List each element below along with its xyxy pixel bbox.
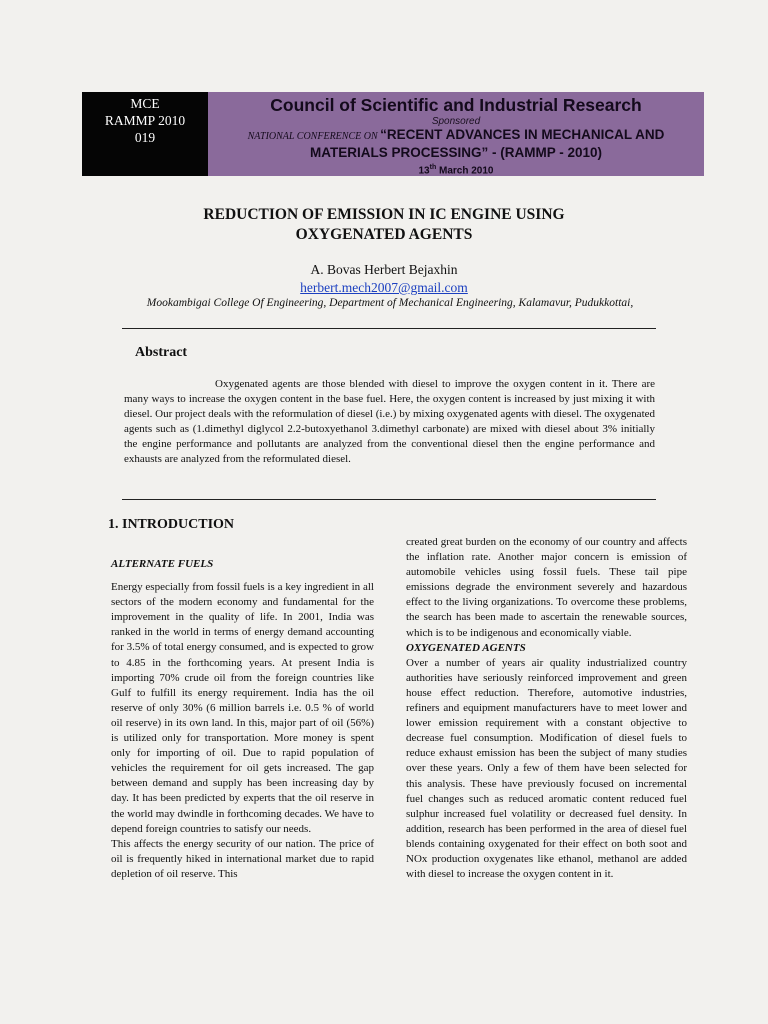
conference-date	[208, 161, 704, 178]
paper-title	[100, 205, 668, 245]
conference-name	[208, 127, 704, 161]
divider	[122, 499, 656, 500]
conference-prefix: NATIONAL CONFERENCE ON	[247, 131, 381, 142]
subsection-heading: OXYGENATED AGENTS	[406, 641, 526, 654]
author-email-link[interactable]: herbert.mech2007@gmail.com	[300, 280, 468, 295]
conference-title-part2: MATERIALS PROCESSING” - (RAMMP - 2010)	[309, 145, 603, 160]
left-column	[111, 557, 374, 882]
subsection-heading: ALTERNATE FUELS	[111, 558, 214, 570]
date-day: 13	[418, 165, 430, 177]
sponsored-label: Sponsored	[431, 116, 481, 127]
body-paragraph: created great burden on the economy of our country and affects the inflation rate. Another major concern is emission of automobile vehicles using fossil fuels. These tail pipe emissions degrade the environment severely and hazardous effect to the living organizations. To overcome these problems, the search has been made to ascertain the renewable sources, which is to be indigenous and economically viable.	[406, 536, 687, 639]
author-affiliation: Mookambigai College Of Engineering, Department of Mechanical Engineering, Kalamavur, Pudukkottai,	[146, 297, 634, 309]
author-name: A. Bovas Herbert Bejaxhin	[310, 262, 458, 277]
conference-banner	[82, 92, 704, 176]
date-suffix: th	[429, 164, 437, 171]
paper-title-line: REDUCTION OF EMISSION IN IC ENGINE USING	[203, 206, 565, 223]
abstract-text: Oxygenated agents are those blended with diesel to improve the oxygen content in it. There are many ways to increase the oxygen content in the base fuel. Here, the oxygen content is increased by just mixing it with diesel. Our project deals with the reformulation of diesel (i.e.) by mixing oxygenated agents with diesel. The oxygenated agents such as (1.dimethyl diglycol 2.2-butoxyethanol 3.dimethyl carbonate) are mixed with diesel about 3% initially the engine performance and pollutants are analyzed from the conventional diesel then the engine performance and exhausts are analyzed from the reformulated diesel.	[124, 378, 656, 465]
right-column	[406, 535, 687, 882]
body-paragraph: Energy especially from fossil fuels is a key ingredient in all sectors of the modern economy and fundamental for the improvement in the quality of life. In 2001, India was ranked in the world in terms of energy demand accounting for 3.5% of total energy consumed, and is expected to grow to 4.85 in the forthcoming years. At present India is importing 70% crude oil from the foreign countries like Gulf to fulfill its energy requirement. India has the oil reserve of only 30% (6 million barrels i.e. 0.5 % of world oil reserve) in its own land. In this, major part of oil (56%) is utilized only for transportation. More money is spent only for importing of oil. Due to rapid population of vehicles the requirement for oil gets increased. The gap between demand and supply has been increasing day by day. It has been predicted by experts that the oil reserve in the world may dwindle in forthcoming decades. We have to depend foreign countries to satisfy our needs.	[111, 581, 374, 835]
paper-code-line: 019	[134, 130, 156, 145]
conference-title-part1: “RECENT ADVANCES IN MECHANICAL AND	[380, 127, 665, 142]
abstract-heading: Abstract	[135, 345, 188, 360]
date-month-year: March 2010	[436, 165, 494, 177]
conference-info-box	[208, 92, 704, 176]
organization-title: Council of Scientific and Industrial Research	[270, 95, 642, 115]
abstract-text-block	[124, 377, 655, 467]
body-paragraph: Over a number of years air quality industrialized country authorities have seriously reinforced improvement and green house effect reduction. Therefore, automotive industries, refiners and equipment manufacturers have to meet lower and lower emission requirement with a constant objective to decrease fuel consumption. Modification of diesel fuels to reduce exhaust emission has been the subject of many studies over these years. Only a few of them have been selected for this analysis. These have previously focused on incremental fuel changes such as reduced aromatic content reduced fuel sulphur increased fuel volatility or decreased fuel density. In addition, research has been performed in the area of diesel fuel blends containing oxygenated for their effect on both soot and NOx production oxygenates like ethanol, methanol are added with diesel to increase the oxygen content in it.	[406, 656, 687, 881]
paper-code-line: MCE	[130, 96, 160, 111]
body-paragraph: This affects the energy security of our nation. The price of oil is frequently hiked in international market due to rapid depletion of oil reserve. This	[111, 837, 374, 880]
section-heading: 1. INTRODUCTION	[108, 517, 235, 532]
paper-code-line: RAMMP 2010	[104, 113, 186, 128]
paper-code-box	[82, 92, 208, 176]
paper-title-line: OXYGENATED AGENTS	[295, 226, 473, 243]
divider	[122, 328, 656, 329]
